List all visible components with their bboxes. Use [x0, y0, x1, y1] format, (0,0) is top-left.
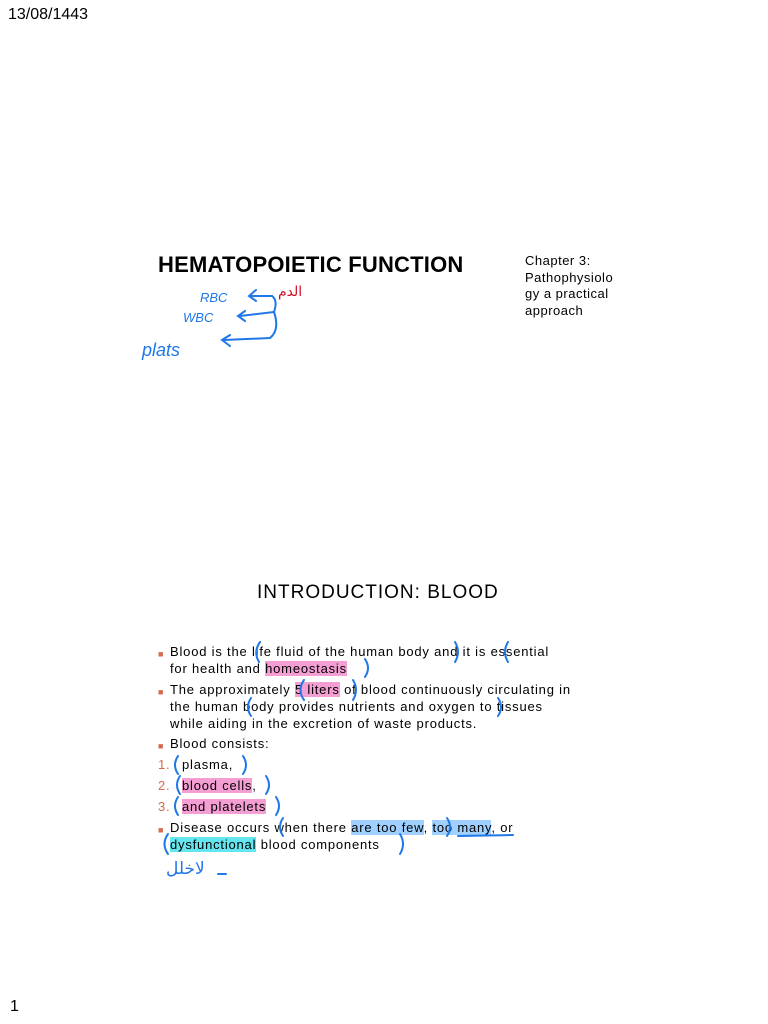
note-arabic-blood: الدم: [278, 284, 303, 300]
slide-title: HEMATOPOIETIC FUNCTION: [158, 252, 464, 277]
highlight-dysfunctional: dysfunctional: [170, 837, 257, 852]
highlight-5-liters: 5 liters: [294, 682, 340, 697]
date-header: 13/08/1443: [8, 6, 89, 23]
bullet-icon: ■: [158, 649, 165, 659]
highlight-blood-cells: blood cells: [182, 778, 253, 793]
list-item: ■ Blood consists:: [158, 735, 628, 752]
numbered-item: 1. plasma,: [158, 757, 234, 772]
chapter-line: gy a practical: [525, 286, 609, 301]
page-number: 1: [10, 998, 19, 1015]
note-wbc: WBC: [183, 310, 214, 325]
note-plts: plats: [142, 340, 181, 360]
note-arabic-defect: لاخلل: [166, 859, 205, 879]
list-item: ■ The approximately 5 liters of blood continuously circulating in the human body provides nutrients and oxygen to tissues while aiding in the excretion of waste products.: [158, 682, 571, 731]
numbered-item: 2. blood cells,: [158, 778, 257, 793]
numbered-item: 3. and platelets: [158, 799, 267, 814]
chapter-line: approach: [525, 302, 584, 318]
section-title: INTRODUCTION: BLOOD: [257, 582, 499, 603]
highlight-too-many: too many: [432, 820, 492, 835]
highlight-homeostasis: homeostasis: [265, 661, 347, 676]
bullet-icon: ■: [158, 741, 165, 751]
bullet-icon: ■: [158, 825, 165, 835]
highlight-too-few: are too few: [351, 820, 424, 835]
chapter-line: Chapter 3:: [525, 253, 591, 268]
note-rbc: RBC: [200, 290, 228, 305]
bullet-icon: ■: [158, 687, 165, 697]
list-item: ■ Disease occurs when there are too few, too many, or dysfunctional blood components: [158, 820, 514, 852]
highlight-platelets: and platelets: [182, 799, 267, 814]
chapter-line: Pathophysiolo: [525, 269, 614, 285]
list-item: ■ Blood is the life fluid of the human body and it is essential for health and homeostasis: [158, 644, 550, 676]
